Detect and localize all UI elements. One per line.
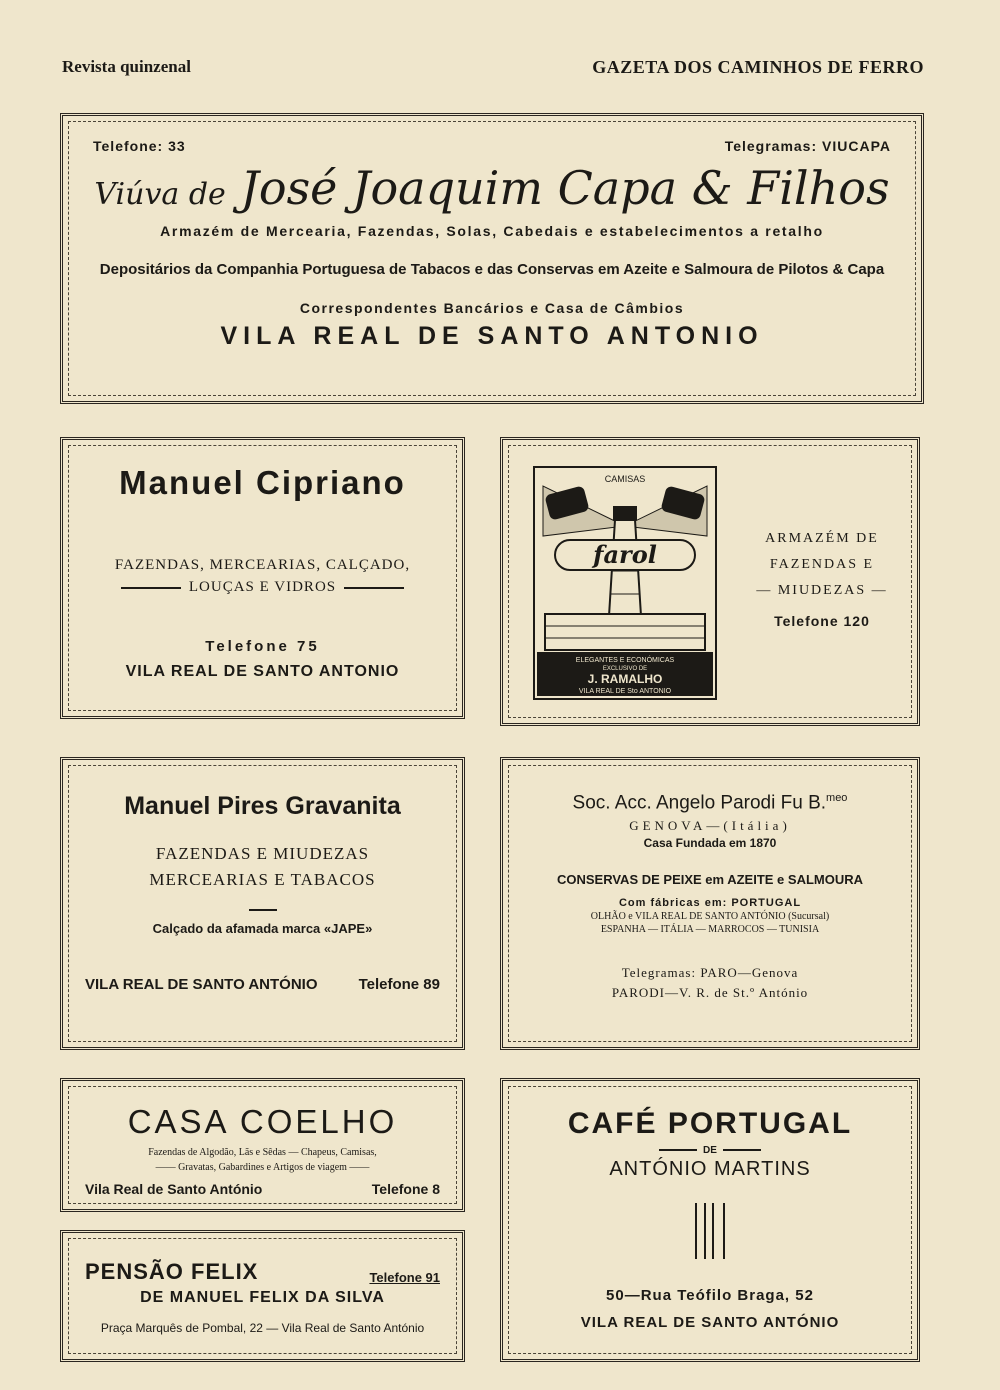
ad-parodi: [500, 757, 920, 1050]
ad-cipriano-name: Manuel Cipriano: [119, 464, 406, 501]
ad-ramalho: [500, 437, 920, 726]
ad-cipriano: [60, 437, 465, 719]
ad-cafe-city: VILA REAL DE SANTO ANTÓNIO: [580, 1314, 840, 1331]
ad-felix: [60, 1230, 465, 1362]
ad-cipriano-goods: [77, 554, 448, 598]
ad-felix-name: PENSÃO FELIX: [85, 1259, 259, 1284]
logo-owner: J. RAMALHO: [587, 672, 663, 686]
ad-cipriano-goods1: FAZENDAS, MERCEARIAS, CALÇADO,: [114, 557, 411, 573]
lighthouse-lamp: [613, 506, 637, 520]
ad-coelho-desc: [77, 1145, 448, 1175]
ad-cafe-de-row: [517, 1145, 903, 1156]
header-left: Revista quinzenal: [62, 57, 191, 76]
ad-ramalho-text: [741, 526, 903, 634]
logo-brand: farol: [593, 540, 657, 569]
ad-cipriano-city: VILA REAL DE SANTO ANTONIO: [125, 663, 400, 680]
ad-parodi-city: GENOVA—(Itália): [629, 818, 791, 834]
ad-gravanita-goods: [77, 841, 448, 893]
header-right: GAZETA DOS CAMINHOS DE FERRO: [592, 56, 924, 77]
divider: [659, 1149, 697, 1151]
ad-cafe-de: DE: [703, 1145, 717, 1156]
ad-gravanita-telefone: Telefone 89: [358, 976, 440, 993]
page-header: [62, 52, 924, 82]
ad-cafe-owner: ANTÓNIO MARTINS: [609, 1158, 811, 1180]
ad-coelho-desc2: —— Gravatas, Gabardines e Artigos de viagem ——: [155, 1162, 370, 1173]
ad-cafe-address: 50—Rua Teófilo Braga, 52: [606, 1287, 814, 1304]
ad-coelho-city: Vila Real de Santo António: [85, 1181, 263, 1197]
ad-gravanita-name: Manuel Pires Gravanita: [124, 792, 401, 820]
logo-camisas: CAMISAS: [604, 474, 646, 484]
ornament-bars: [695, 1203, 725, 1259]
ad-coelho-telefone: Telefone 8: [371, 1181, 440, 1197]
ad-felix-address: Praça Marquês de Pombal, 22 — Vila Real de Santo António: [100, 1321, 425, 1335]
ad-parodi-telegramas: [517, 963, 903, 1003]
farol-lighthouse-logo: [533, 466, 717, 700]
ad-capa-telefone: Telefone: 33: [93, 138, 186, 154]
ad-ramalho-line3: — MIUDEZAS —: [756, 583, 888, 598]
ad-parodi-tele2: PARODI—V. R. de St.º António: [611, 985, 809, 1001]
ad-gravanita-goods1: FAZENDAS E MIUDEZAS: [155, 844, 370, 863]
ad-capa-line3: Correspondentes Bancários e Casa de Câmbios: [299, 300, 685, 316]
ad-gravanita-footer: [77, 976, 448, 993]
divider: [121, 587, 181, 589]
ad-parodi-name-sup: meo: [826, 792, 848, 804]
ad-parodi-founded: Casa Fundada em 1870: [643, 836, 777, 851]
divider: [249, 909, 277, 911]
ad-gravanita-calcado: Calçado da afamada marca «JAPE»: [152, 921, 373, 936]
ad-felix-owner: DE MANUEL FELIX DA SILVA: [140, 1289, 385, 1306]
logo-tagline1: ELEGANTES E ECONÓMICAS: [575, 657, 675, 664]
ad-capa-line1: Armazém de Mercearia, Fazendas, Solas, Cabedais e estabelecimentos a retalho: [160, 223, 824, 239]
ad-parodi-tele1: Telegramas: PARO—Genova: [621, 965, 799, 981]
ad-capa-telegramas: Telegramas: VIUCAPA: [724, 138, 891, 154]
ad-gravanita-goods2: MERCEARIAS E TABACOS: [149, 870, 376, 889]
logo-city: VILA REAL DE Sto ANTONIO: [578, 688, 672, 695]
ad-coelho-name: CASA COELHO: [127, 1103, 398, 1140]
ad-ramalho-line2: FAZENDAS E: [769, 557, 875, 572]
ad-capa-title-prefix: Viúva de: [94, 177, 226, 212]
ad-cipriano-telefone: Telefone 75: [205, 638, 320, 655]
ad-ramalho-telefone: Telefone 120: [774, 613, 870, 629]
ad-gravanita-city: VILA REAL DE SANTO ANTÓNIO: [85, 976, 318, 993]
ad-capa-title: [77, 160, 907, 223]
ad-coelho-desc1: Fazendas de Algodão, Lãs e Sêdas — Chapeus, Camisas,: [148, 1147, 377, 1158]
ad-capa-line2: Depositários da Companhia Portuguesa de Tabacos e das Conservas em Azeite e Salmoura de Pilotos & Capa: [99, 261, 885, 278]
ad-parodi-loc1: OLHÃO e VILA REAL DE SANTO ANTÓNIO (Sucursal): [590, 911, 830, 923]
ad-parodi-conservas: CONSERVAS DE PEIXE em AZEITE e SALMOURA: [556, 872, 864, 888]
ad-capa-title-name: José Joaquim Capa & Filhos: [240, 161, 890, 215]
ad-cafe-name: CAFÉ PORTUGAL: [567, 1107, 853, 1140]
ad-parodi-name-text: Soc. Acc. Angelo Parodi Fu B.: [572, 792, 827, 814]
ad-coelho-footer: [77, 1181, 448, 1197]
ad-cafe: [500, 1078, 920, 1362]
divider: [723, 1149, 761, 1151]
ad-parodi-name: [517, 792, 903, 814]
ad-felix-telefone: Telefone 91: [369, 1270, 440, 1285]
logo-tagline2: EXCLUSIVO DE: [602, 666, 648, 672]
ad-parodi-loc2: ESPANHA — ITÁLIA — MARROCOS — TUNISIA: [600, 924, 820, 936]
building: [545, 614, 705, 650]
ad-capa-contacts: [77, 138, 907, 154]
ad-capa-city: VILA REAL DE SANTO ANTONIO: [220, 322, 764, 350]
ad-felix-top: [77, 1259, 448, 1285]
ad-ramalho-line1: ARMAZÉM DE: [765, 531, 879, 546]
ad-cipriano-goods2: LOUÇAS E VIDROS: [188, 579, 337, 595]
ad-gravanita: [60, 757, 465, 1050]
ad-capa: [60, 113, 924, 404]
ad-parodi-fabricas: Com fábricas em: PORTUGAL: [618, 897, 802, 910]
ad-coelho: [60, 1078, 465, 1212]
divider: [344, 587, 404, 589]
